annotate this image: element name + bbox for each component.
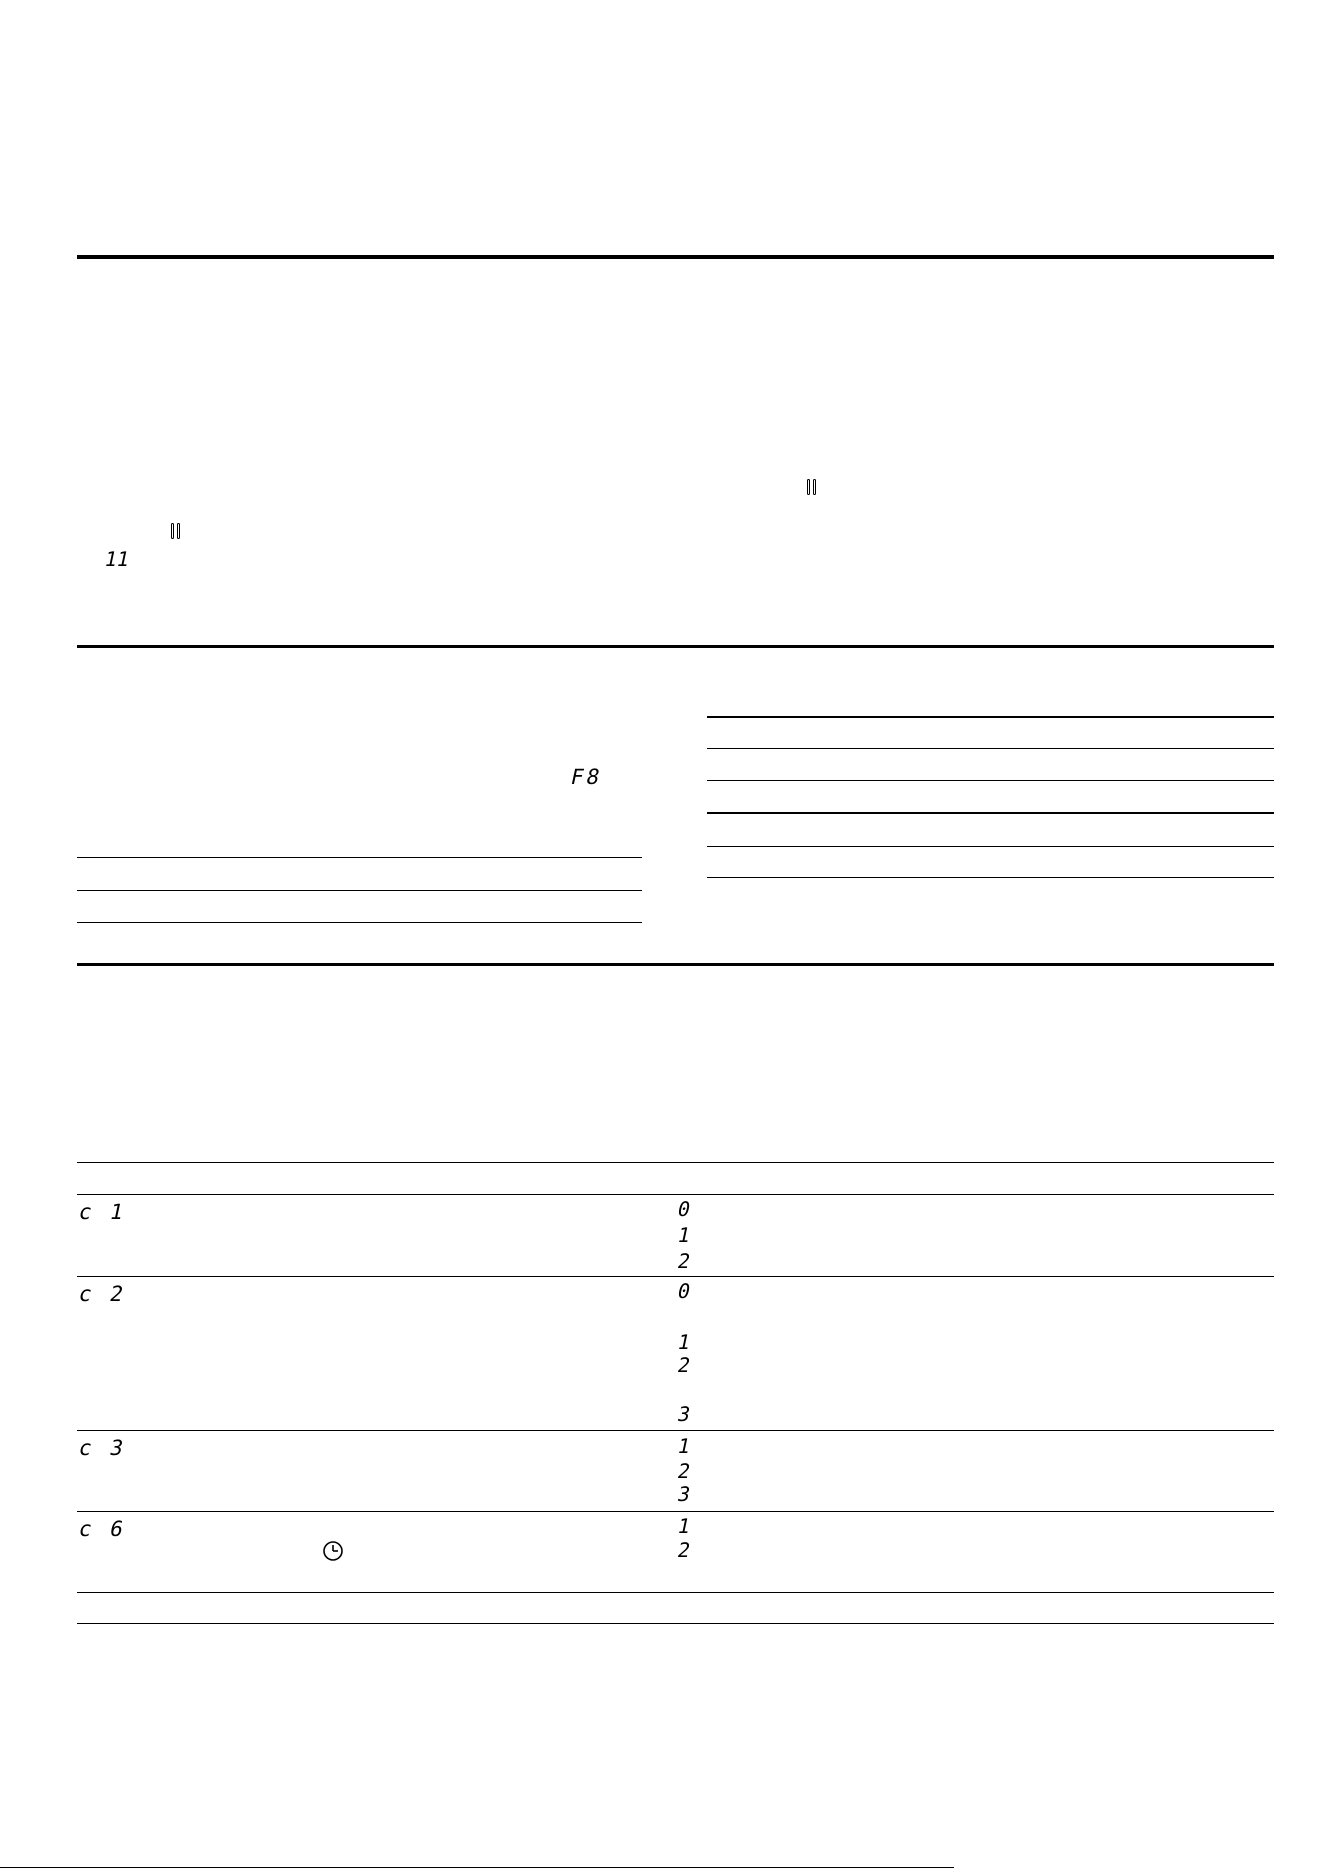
right-table-rule xyxy=(707,846,1274,847)
pause-icon xyxy=(807,479,817,495)
setting-value: 3 xyxy=(675,1482,693,1506)
setting-value: 3 xyxy=(675,1402,693,1426)
setting-value: 2 xyxy=(675,1538,693,1562)
settings-table-rule xyxy=(77,1430,1274,1431)
setting-value: 1 xyxy=(675,1330,693,1354)
left-table-rule xyxy=(77,922,642,923)
setting-value: 0 xyxy=(675,1197,693,1221)
setting-value: 1 xyxy=(675,1223,693,1247)
right-table-rule xyxy=(707,877,1274,878)
error-code-glyph: F8 xyxy=(568,765,605,789)
setting-value: 0 xyxy=(675,1279,693,1303)
setting-value: 1 xyxy=(675,1434,693,1458)
setting-code-c3: c 3 xyxy=(76,1436,129,1460)
setting-value: 2 xyxy=(675,1459,693,1483)
eleven-display-glyph: 11 xyxy=(102,547,132,571)
right-table-rule xyxy=(707,748,1274,749)
right-table-rule xyxy=(707,716,1274,718)
settings-table-header-rule xyxy=(77,1162,1274,1163)
right-table-rule xyxy=(707,780,1274,781)
pause-icon xyxy=(171,523,181,539)
settings-table-rule xyxy=(77,1511,1274,1512)
settings-table-rule xyxy=(77,1623,1274,1624)
settings-table-rule xyxy=(77,1592,1274,1593)
page-bottom-rule xyxy=(0,1867,954,1868)
left-table-rule xyxy=(77,857,642,858)
setting-value: 1 xyxy=(675,1514,693,1538)
setting-code-c1: c 1 xyxy=(76,1200,129,1224)
settings-table-rule xyxy=(77,1194,1274,1195)
setting-value: 2 xyxy=(675,1249,693,1273)
setting-value: 2 xyxy=(675,1353,693,1377)
setting-code-c6: c 6 xyxy=(76,1517,129,1541)
left-table-rule xyxy=(77,890,642,891)
settings-table-rule xyxy=(77,1276,1274,1277)
section-rule-settings xyxy=(77,963,1274,966)
right-table-rule xyxy=(707,812,1274,814)
clock-icon xyxy=(322,1540,344,1562)
section-rule-top xyxy=(77,255,1274,259)
setting-code-c2: c 2 xyxy=(76,1282,129,1306)
section-rule-middle xyxy=(77,645,1274,648)
